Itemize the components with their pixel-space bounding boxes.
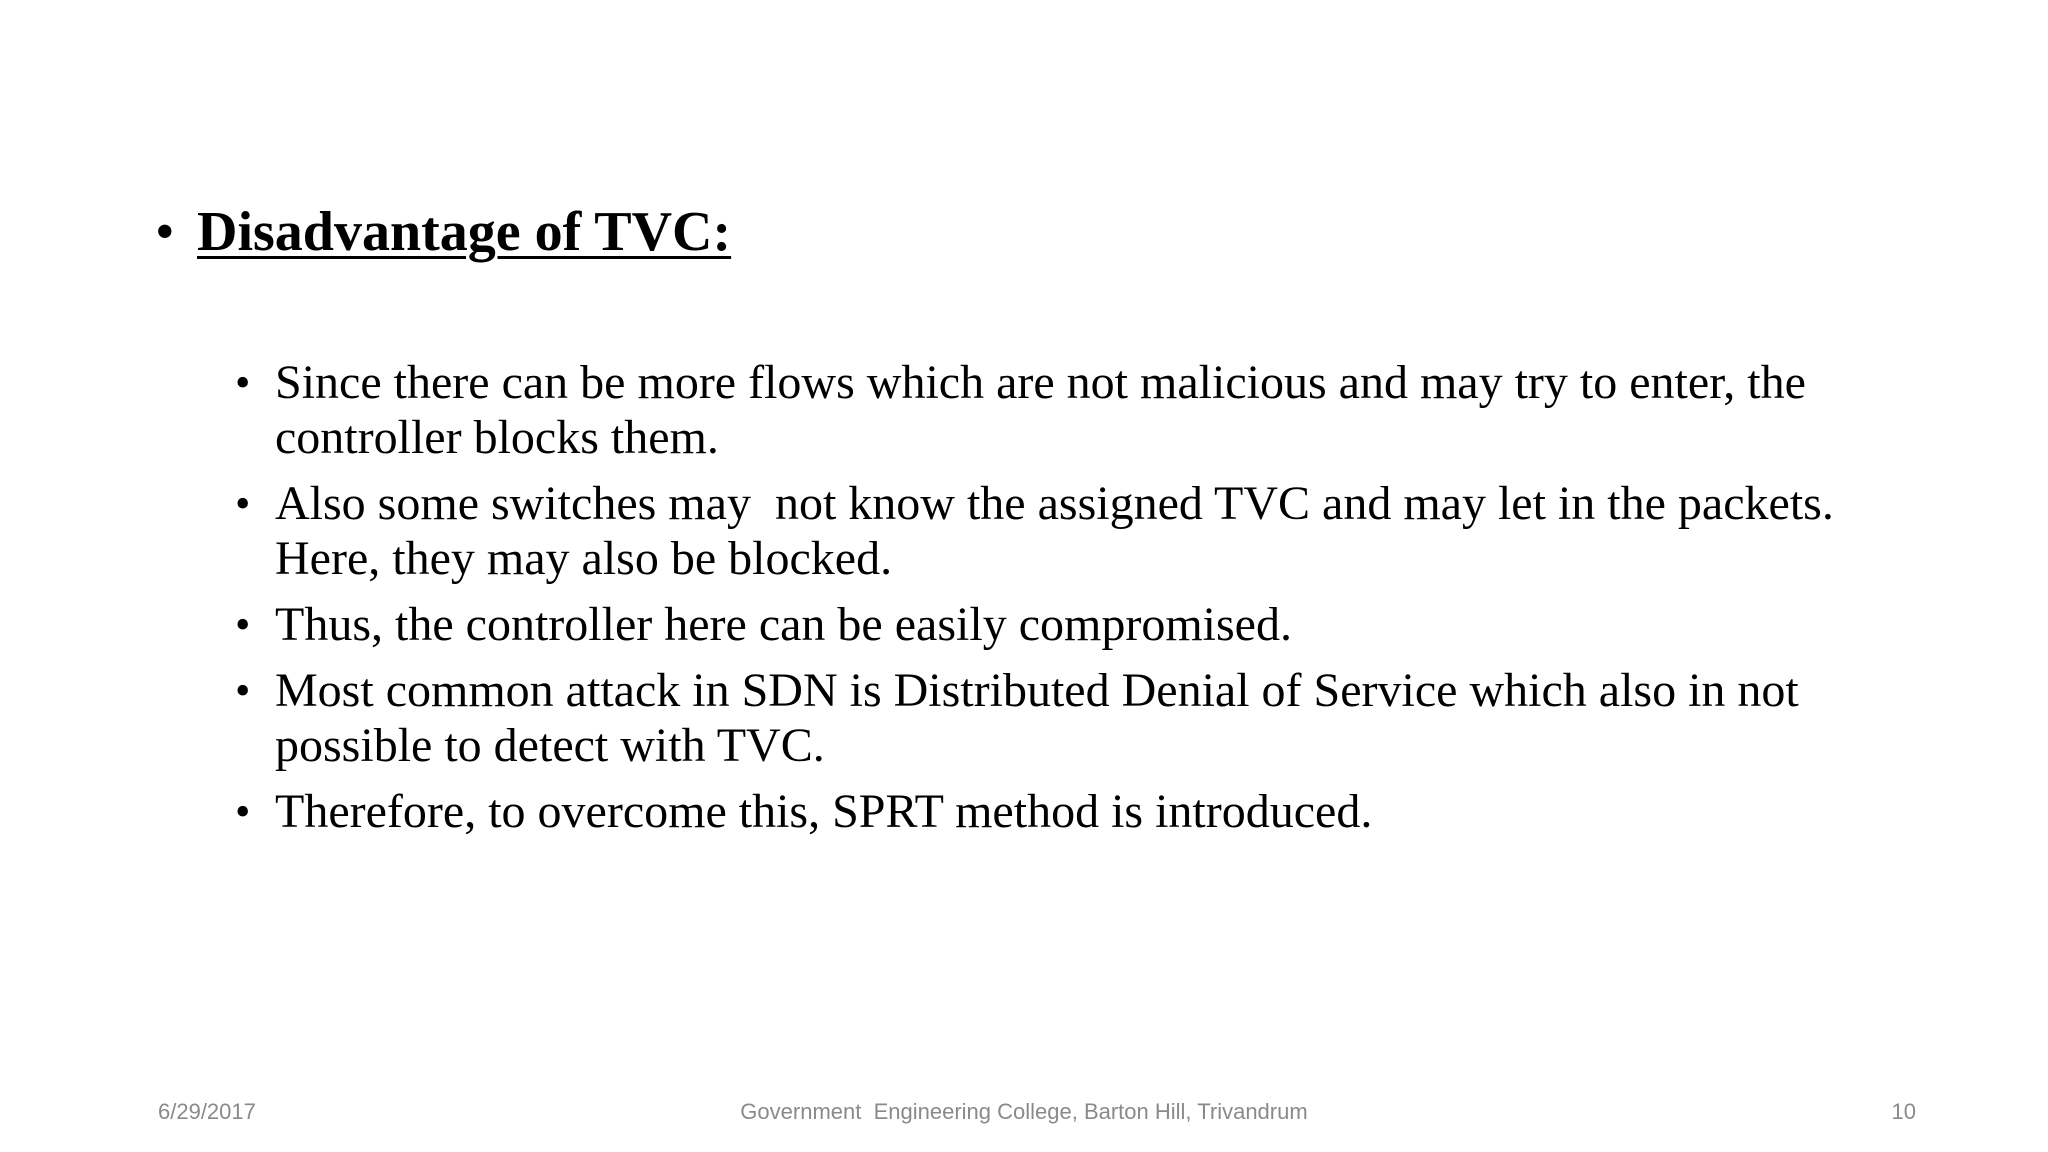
list-item bbox=[235, 784, 1875, 839]
list-item bbox=[235, 476, 1875, 586]
bullet-glyph: • bbox=[235, 666, 251, 715]
list-item bbox=[235, 663, 1875, 773]
slide-number: 10 bbox=[1891, 1099, 1916, 1124]
bullet-text: Also some switches may not know the assigned TVC and may let in the packets. Here, they may also be blocked. bbox=[275, 477, 1846, 585]
heading-bullet bbox=[155, 196, 731, 268]
bullet-glyph: • bbox=[155, 201, 175, 263]
bullet-text: Most common attack in SDN is Distributed Denial of Service which also in not possible to detect with TVC. bbox=[275, 664, 1799, 772]
footer-organization: Government Engineering College, Barton Hill, Trivandrum bbox=[740, 1099, 1308, 1124]
bullet-glyph: • bbox=[235, 600, 251, 649]
bullet-glyph: • bbox=[235, 358, 251, 407]
bullet-text: Therefore, to overcome this, SPRT method is introduced. bbox=[275, 785, 1373, 838]
list-item bbox=[235, 355, 1875, 465]
list-item bbox=[235, 597, 1875, 652]
bullet-glyph: • bbox=[235, 479, 251, 528]
bullet-glyph: • bbox=[235, 787, 251, 836]
slide-heading: Disadvantage of TVC: bbox=[197, 201, 732, 263]
bullet-text: Since there can be more flows which are not malicious and may try to enter, the controller blocks them. bbox=[275, 356, 1806, 464]
bullet-list bbox=[235, 355, 1875, 850]
bullet-text: Thus, the controller here can be easily compromised. bbox=[275, 598, 1292, 651]
footer-date: 6/29/2017 bbox=[158, 1099, 256, 1124]
